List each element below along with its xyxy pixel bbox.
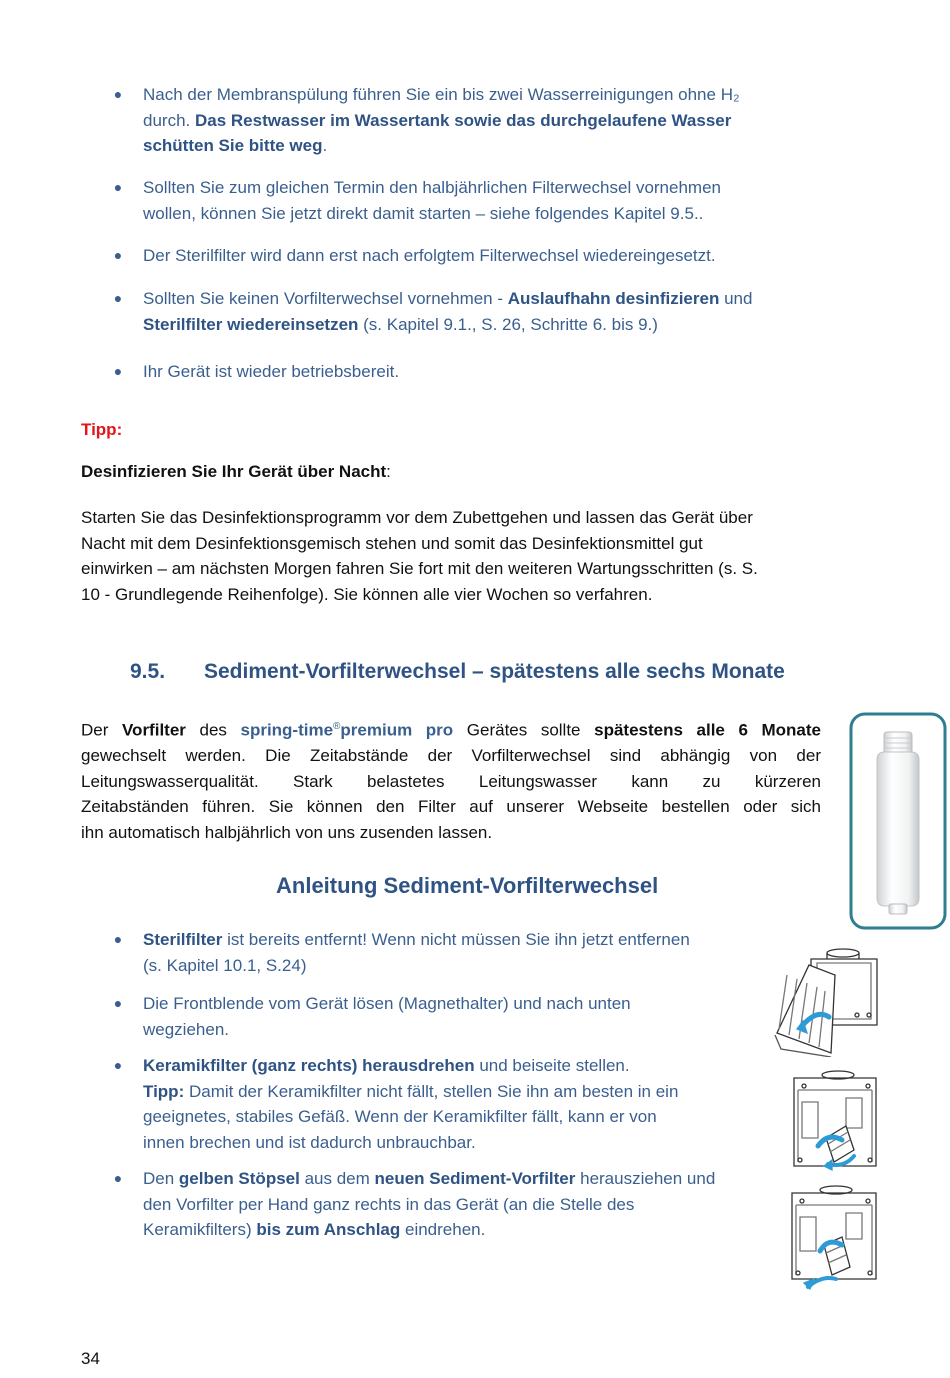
step-line: (s. Kapitel 10.1, S.24) <box>143 955 307 975</box>
bullet-dot-icon: ● <box>113 86 123 102</box>
bullet-line: schütten Sie bitte weg. <box>143 136 328 155</box>
step-item <box>113 927 690 978</box>
bullet-dot-icon: ● <box>113 179 123 195</box>
intro-line: ihn automatisch halbjährlich von uns zusenden lassen. <box>81 822 493 842</box>
bullet-dot-icon: ● <box>113 995 123 1011</box>
tipp-line: Starten Sie das Desinfektionsprogramm vor dem Zubettgehen und lassen das Gerät über <box>81 508 753 527</box>
bullet-line: Der Sterilfilter wird dann erst nach erfolgtem Filterwechsel wiedereingesetzt. <box>143 246 716 265</box>
tipp-heading: Desinfizieren Sie Ihr Gerät über Nacht: <box>81 462 391 481</box>
step-line: Keramikfilters) bis zum Anschlag eindrehen. <box>143 1220 486 1239</box>
step-line: Die Frontblende vom Gerät lösen (Magnethalter) und nach unten <box>143 994 631 1013</box>
step-item <box>113 1053 679 1155</box>
tipp-label: Tipp: <box>81 420 123 439</box>
bullet-dot-icon: ● <box>113 363 123 379</box>
tipp-paragraph <box>81 505 861 607</box>
intro-line: Zeitabständen führen. Sie können den Filter auf unserer Webseite bestellen oder sich <box>81 797 821 817</box>
step-item <box>113 991 631 1042</box>
device-front-panel-illustration <box>773 945 885 1057</box>
device-ceramic-filter-illustration <box>788 1068 882 1174</box>
step-line: geeignetes, stabiles Gefäß. Wenn der Keramikfilter fällt, kann er von <box>143 1107 657 1126</box>
bullet-line: Sterilfilter wiedereinsetzen (s. Kapitel 9.1., S. 26, Schritte 6. bis 9.) <box>143 314 658 334</box>
bullet-item <box>113 82 740 159</box>
bullet-line: wollen, können Sie jetzt direkt damit starten – siehe folgendes Kapitel 9.5.. <box>143 203 704 223</box>
intro-paragraph <box>81 714 821 845</box>
intro-line: Leitungswasserqualität. Stark belastetes Leitungswasser kann zu kürzeren <box>81 771 821 791</box>
intro-line: gewechselt werden. Die Zeitabstände der Vorfilterwechsel sind abhängig von der <box>81 746 821 766</box>
bullet-line: Nach der Membranspülung führen Sie ein bis zwei Wasserreinigungen ohne H₂ <box>143 85 740 104</box>
step-line: Sterilfilter ist bereits entfernt! Wenn nicht müssen Sie ihn jetzt entfernen <box>143 930 690 949</box>
bullet-item <box>113 175 721 226</box>
section-number: 9.5. <box>130 660 166 683</box>
bullet-dot-icon: ● <box>113 931 123 947</box>
step-line: innen brechen und ist dadurch unbrauchbar. <box>143 1132 476 1152</box>
step-line: Den gelben Stöpsel aus dem neuen Sediment-Vorfilter herausziehen und <box>143 1169 716 1188</box>
step-line: den Vorfilter per Hand ganz rechts in das Gerät (an die Stelle des <box>143 1194 635 1214</box>
device-new-filter-illustration <box>786 1183 882 1291</box>
bullet-line: Sollten Sie zum gleichen Termin den halbjährlichen Filterwechsel vornehmen <box>143 178 721 197</box>
tipp-line: 10 - Grundlegende Reihenfolge). Sie können alle vier Wochen so verfahren. <box>81 584 653 604</box>
bullet-dot-icon: ● <box>113 1170 123 1186</box>
instructions-heading: Anleitung Sediment-Vorfilterwechsel <box>276 873 659 898</box>
step-line: Tipp: Damit der Keramikfilter nicht fällt, stellen Sie ihn am besten in ein <box>143 1081 679 1101</box>
bullet-item <box>113 286 753 337</box>
step-line: wegziehen. <box>143 1019 230 1039</box>
bullet-item <box>113 243 716 269</box>
bullet-item <box>113 359 400 385</box>
intro-line: Der Vorfilter des spring-time®premium pro Gerätes sollte spätestens alle 6 Monate <box>81 720 821 740</box>
bullet-line: Sollten Sie keinen Vorfilterwechsel vornehmen - Auslaufhahn desinfizieren und <box>143 289 753 308</box>
section-title: Sediment-Vorfilterwechsel – spätestens alle sechs Monate <box>204 660 785 683</box>
bullet-dot-icon: ● <box>113 247 123 263</box>
tipp-line: Nacht mit dem Desinfektionsgemisch stehen und somit das Desinfektionsmittel gut <box>81 533 703 553</box>
bullet-line: durch. Das Restwasser im Wassertank sowie das durchgelaufene Wasser <box>143 110 732 130</box>
page-number: 34 <box>81 1349 100 1368</box>
tipp-line: einwirken – am nächsten Morgen fahren Sie fort mit den weiteren Wartungsschritten (s. S. <box>81 559 758 578</box>
bullet-line: Ihr Gerät ist wieder betriebsbereit. <box>143 362 400 381</box>
bullet-dot-icon: ● <box>113 1057 123 1073</box>
step-item <box>113 1166 716 1243</box>
step-line: Keramikfilter (ganz rechts) herausdrehen und beiseite stellen. <box>143 1056 630 1075</box>
filter-cartridge-image <box>849 712 947 930</box>
bullet-dot-icon: ● <box>113 290 123 306</box>
